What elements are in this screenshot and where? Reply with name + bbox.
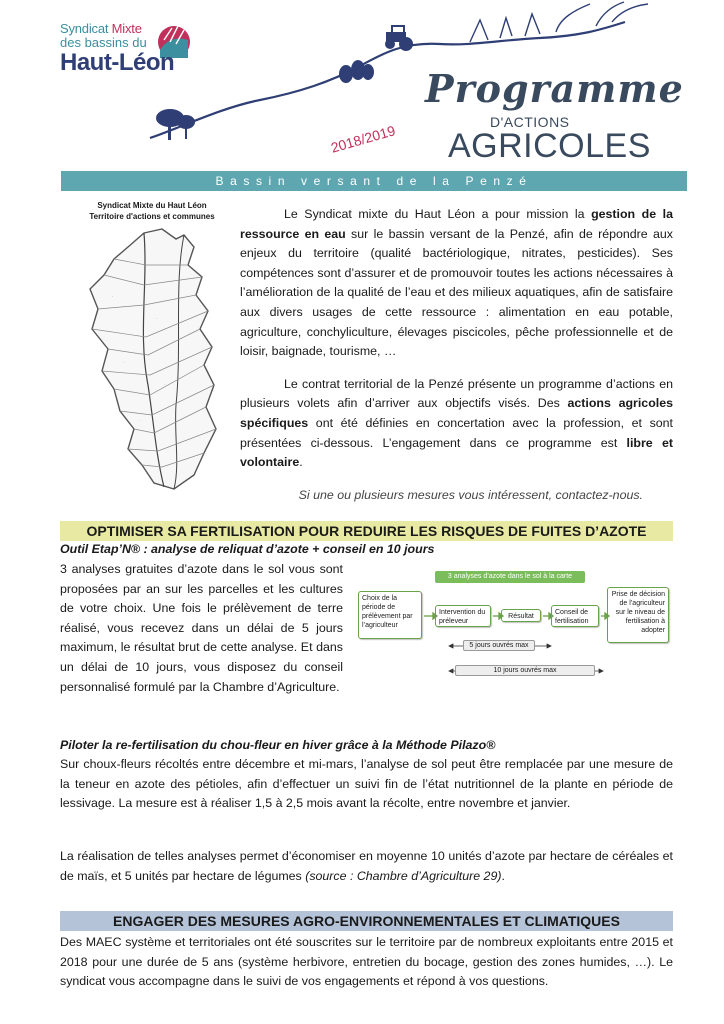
intro-paragraph-1 xyxy=(240,205,673,362)
section-title-maec: ENGAGER DES MESURES AGRO-ENVIRONNEMENTALES ET CLIMATIQUES xyxy=(60,911,673,931)
diagram-box-decision: Prise de décision de l’agriculteur sur le niveau de fertilisation à adopter xyxy=(607,587,669,643)
intro-text xyxy=(240,205,673,505)
map-caption xyxy=(72,200,232,222)
diagram-box-resultat: Résultat xyxy=(501,609,541,622)
programme-title: Programme xyxy=(425,66,684,111)
svg-text:.: . xyxy=(156,316,158,321)
diagram-box-intervention: Intervention du préleveur xyxy=(435,605,491,627)
programme-big-title: AGRICOLES xyxy=(448,127,651,165)
maec-paragraph: Des MAEC système et territoriales ont été souscrites sur le territoire par de nombreux exploitants entre 2015 et 2018 pour une durée de 5 ans (système herbivore, entretien du bocage, gestion des zones humides, …). Le syndicat vous accompagne dans le suivi de vos engagements et répond à vos questions. xyxy=(60,935,673,989)
subhead-etapn: Outil Etap’N® : analyse de reliquat d’azote + conseil en 10 jours xyxy=(60,542,435,556)
tree-icon xyxy=(156,109,195,140)
territory-map xyxy=(84,225,234,495)
programme-subtitle: D'ACTIONS xyxy=(490,114,570,130)
diagram-top-bar: 3 analyses d’azote dans le sol à la carte xyxy=(435,571,585,583)
section-title-fertilisation: OPTIMISER SA FERTILISATION POUR REDUIRE LES RISQUES DE FUITES D’AZOTE xyxy=(60,521,673,541)
intro-p2-part-e: . xyxy=(299,455,303,470)
map-caption-line1: Syndicat Mixte du Haut Léon xyxy=(97,201,207,210)
intro-p2-bold-1: actions agricoles spécifiques xyxy=(240,396,673,430)
logo-text-syndicat: Syndicat xyxy=(60,21,109,36)
intro-p2-part-a: Le contrat territorial de la Penzé présente un programme d’actions en plusieurs volets afin d’arriver aux objectifs visés. Des xyxy=(240,376,673,411)
intro-p2-part-c: ont été définies en concertation avec la profession, et sont présentées ci-dessous. L’engagement dans ce programme est xyxy=(240,415,673,450)
svg-text:.: . xyxy=(112,294,114,299)
intro-paragraph-2 xyxy=(240,375,673,473)
subhead-pilazo: Piloter la re-fertilisation du chou-fleur en hiver grâce à la Méthode Pilazo® xyxy=(60,738,496,752)
intro-p2-bold-2: libre et volontaire xyxy=(240,435,673,470)
economy-source: (source : Chambre d’Agriculture 29) xyxy=(305,868,502,883)
map-caption-line2: Territoire d'actions et communes xyxy=(89,212,215,221)
logo-text-line2: des bassins du xyxy=(60,35,147,50)
economy-paragraph xyxy=(60,847,673,886)
svg-text:.: . xyxy=(140,418,142,423)
intro-p1-part-a: Le Syndicat mixte du Haut Léon a pour mission la xyxy=(284,207,592,221)
diagram-bar-10-days: 10 jours ouvrés max xyxy=(455,665,595,676)
svg-text:.: . xyxy=(164,382,166,387)
pilazo-paragraph: Sur choux-fleurs récoltés entre décembre et mi-mars, l’analyse de sol peut être remplacée par une mesure de la teneur en azote des pétioles, afin d’effectuer un suivi fin de l’état nutritionnel de la plante en période de lessivage. La mesure est à réaliser 1,5 à 2,5 mois avant la récolte, entre novembre et janvier. xyxy=(60,757,673,811)
economy-text: La réalisation de telles analyses permet d’économiser en moyenne 10 unités d’azote par hectare de céréales et de maïs, et 5 unités par hectare de légumes xyxy=(60,849,673,883)
year-label: 2018/2019 xyxy=(328,122,398,156)
economy-end: . xyxy=(501,868,505,883)
etapn-process-diagram xyxy=(355,567,675,687)
page-header xyxy=(0,0,724,172)
bassin-banner: Bassin versant de la Penzé xyxy=(61,171,687,191)
svg-text:.: . xyxy=(124,360,126,365)
diagram-box-choix: Choix de la période de prélèvement par l’agriculteur xyxy=(358,591,422,639)
logo-text-mixte: Mixte xyxy=(108,21,142,36)
diagram-bar-5-days: 5 jours ouvrés max xyxy=(463,640,535,651)
diagram-box-conseil: Conseil de fertilisation xyxy=(551,605,599,627)
syndicat-logo xyxy=(60,22,174,76)
contact-line: Si une ou plusieurs mesures vous intéressent, contactez-nous. xyxy=(298,487,643,502)
logo-text-line3: Haut-Léon xyxy=(60,49,175,76)
intro-p1-bold: gestion de la ressource en eau xyxy=(240,207,673,241)
etapn-paragraph: 3 analyses gratuites d’azote dans le sol vous sont proposées par an sur les parcelles et les cultures de votre choix. Une fois le prélèvement de terre réalisé, vous recevez dans un délai de 5 jours maximum, le résultat brut de cette analyse. Et dans un délai de 10 jours, vous disposez du conseil personnalisé formulé par la Chambre d’Agriculture. xyxy=(60,562,343,694)
intro-p1-part-c: sur le bassin versant de la Penzé, afin de répondre aux enjeux du territoire (qualité bactériologique, nitrates, pesticides). Ses compétences sont d’assurer et de promouvoir toutes les actions nécessaires à l’amélioration de la qualité de l’eau et des milieux aquatiques, afin de satisfaire aux divers usages de cette ressource : alimentation en eau potable, agriculture, conchyliculture, élevages piscicoles, pêche professionnelle et de loisir, baignade, tourisme, … xyxy=(240,226,674,359)
svg-text:.: . xyxy=(178,340,180,345)
